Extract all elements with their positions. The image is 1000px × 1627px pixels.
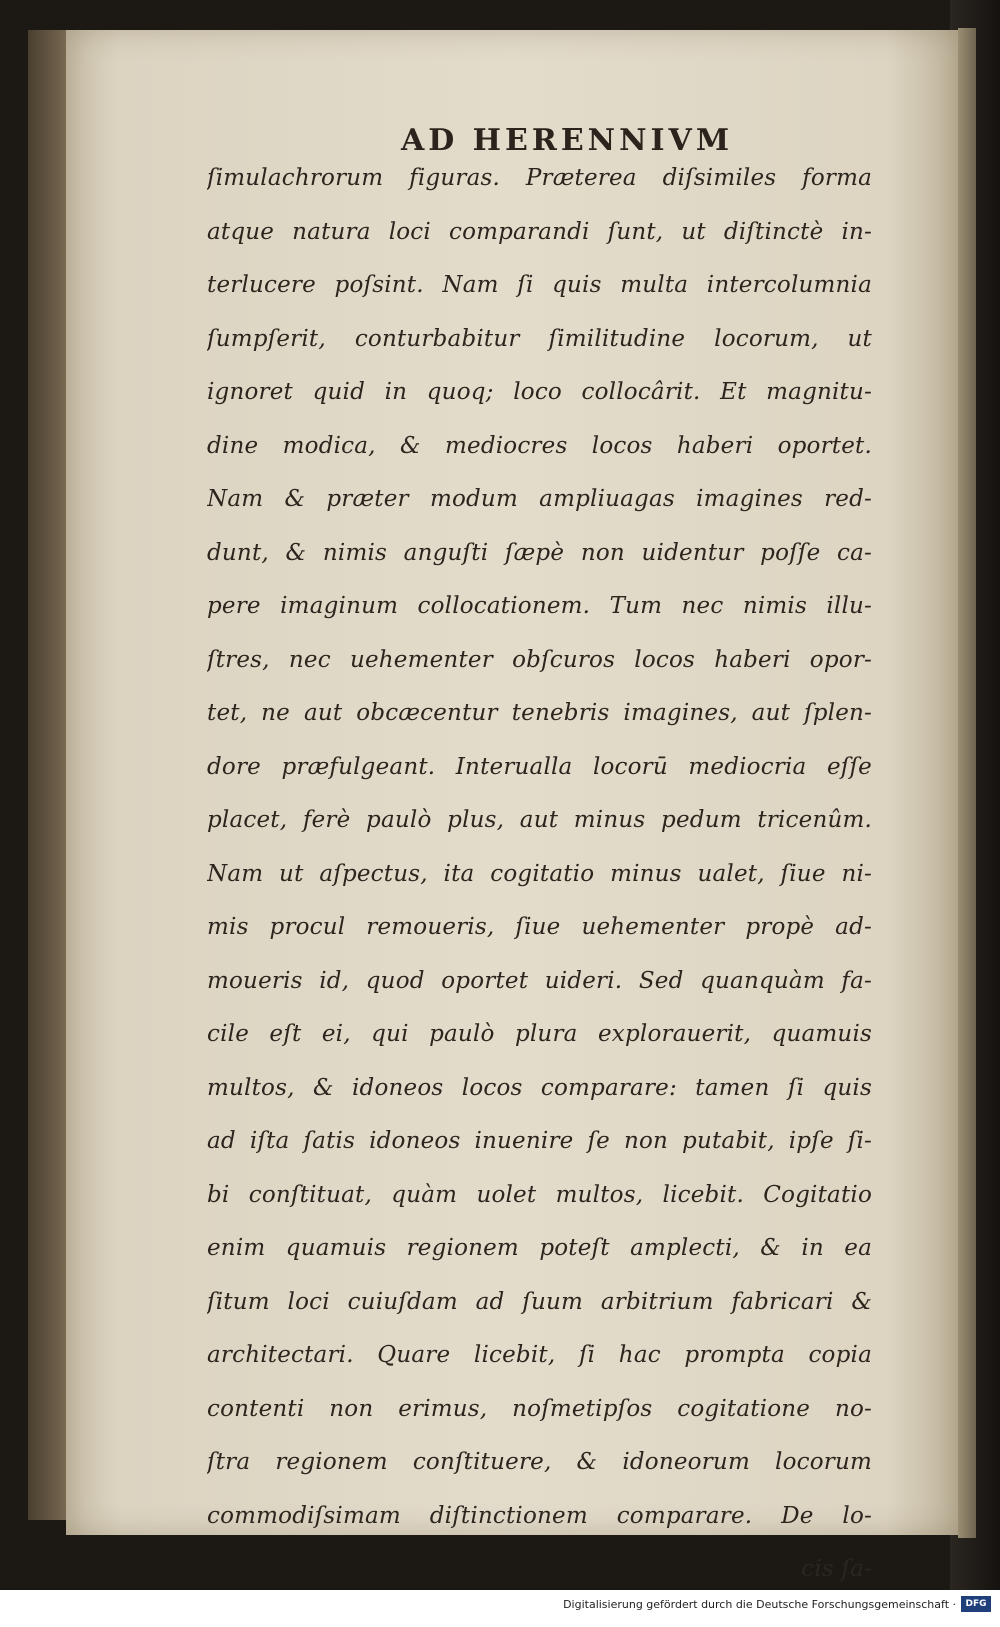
text-line: tet, ne aut obcæcentur tenebris imagines, aut ſplen- [207, 700, 872, 726]
text-line: dore præfulgeant. Interualla locorū mediocria eſſe [207, 753, 872, 780]
text-line: atque natura loci comparandi ſunt, ut diſtinctè in- [207, 218, 872, 245]
text-line: ſimulachrorum figuras. Præterea diſsimiles forma [207, 165, 872, 191]
text-line: bi conſtituat, quàm uolet multos, licebit. Cogitatio [207, 1181, 872, 1208]
text-line: cis ſa- [801, 1556, 872, 1582]
text-line: ignoret quid in quoq; loco collocârit. Et magnitu- [207, 379, 872, 405]
text-line: contenti non erimus, noſmetipſos cogitatione no- [207, 1395, 872, 1422]
footer-credit: Digitalisierung gefördert durch die Deutsche Forschungsgemeinschaft · [563, 1598, 956, 1611]
text-line: multos, & idoneos locos comparare: tamen ſi quis [207, 1074, 872, 1101]
running-head: AD HERENNIVM [400, 123, 734, 158]
text-line: ad iſta ſatis idoneos inuenire ſe non putabit, ipſe ſi- [207, 1128, 872, 1154]
text-line: commodiſsimam diſtinctionem comparare. De lo- [207, 1502, 872, 1529]
text-line: ſtres, nec uehementer obſcuros locos haberi opor- [207, 646, 872, 673]
text-line: placet, ferè paulò plus, aut minus pedum tricenûm. [207, 807, 872, 833]
dfg-logo: DFG [961, 1596, 991, 1612]
text-line: terlucere poſsint. Nam ſi quis multa intercolumnia [207, 272, 872, 298]
text-line: cile eſt ei, qui paulò plura explorauerit, quamuis [207, 1021, 872, 1047]
text-line: ſumpſerit, conturbabitur ſimilitudine locorum, ut [207, 325, 872, 352]
text-line: ſtra regionem conſtituere, & idoneorum locorum [207, 1449, 872, 1475]
text-line: architectari. Quare licebit, ſi hac prompta copia [207, 1342, 872, 1368]
text-line: enim quamuis regionem poteſt amplecti, & in ea [207, 1235, 872, 1261]
text-line: dunt, & nimis anguſti ſæpè non uidentur poſſe ca- [207, 539, 872, 566]
text-line: mis procul remoueris, ſiue uehementer propè ad- [207, 914, 872, 940]
text-line: moueris id, quod oportet uideri. Sed quanquàm fa- [207, 967, 872, 994]
page-edge [958, 28, 976, 1538]
text-line: Nam & præter modum ampliuagas imagines red- [207, 486, 872, 512]
text-line: Nam ut aſpectus, ita cogitatio minus ualet, ſiue ni- [207, 860, 872, 887]
text-line: pere imaginum collocationem. Tum nec nimis illu- [207, 593, 872, 619]
text-line: ſitum loci cuiuſdam ad ſuum arbitrium fabricari & [207, 1288, 872, 1315]
text-block [207, 152, 872, 1597]
text-line: dine modica, & mediocres locos haberi oportet. [207, 432, 872, 459]
